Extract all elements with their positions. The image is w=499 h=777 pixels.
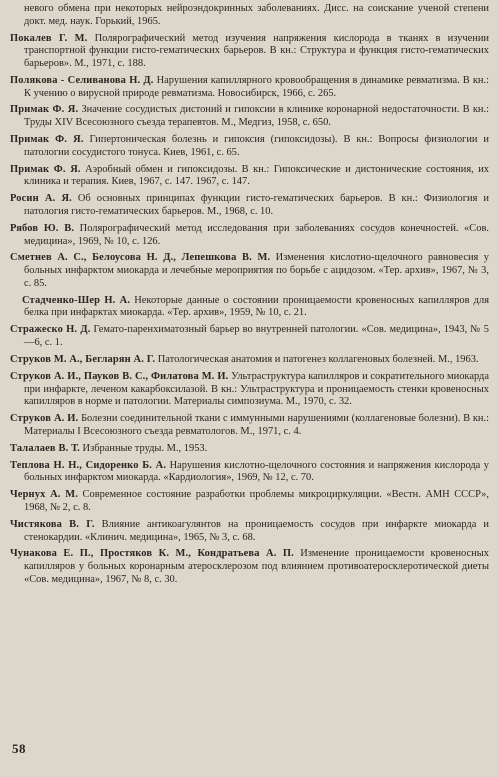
bibliography-entry — [10, 3, 489, 28]
bibliography-entry — [10, 519, 489, 544]
entry-author: Рябов Ю. В. — [10, 222, 75, 234]
bibliography-entry — [10, 75, 489, 100]
entry-author: Примак Ф. Я. — [10, 163, 81, 175]
entry-author: Чернух А. М. — [10, 489, 78, 501]
entry-text: Гипертоническая болезнь и гипоксия (гипоксидозы). В кн.: Вопросы физиологии и патологии сосудистого тонуса. Киев, 1961, с. 65. — [24, 134, 490, 158]
entry-text: Значение сосудистых дистоний и гипоксии в клинике коронарной недостаточности. В кн.: Труды XIV Всесоюзного съезда терапевтов. М., Медгиз, 1958, с. 650. — [24, 104, 489, 129]
entry-author: Талалаев В. Т. — [10, 442, 80, 454]
entry-text: Влияние антикоагулянтов на проницаемость сосудов при инфаркте миокарда и стенокардии. «Клинич. медицина», 1965, № 3, с. 68. — [24, 518, 489, 543]
page-number: 58 — [12, 741, 26, 756]
entry-author: Чунакова Е. П., Простяков К. М., Кондратьева А. П. — [10, 548, 294, 560]
entry-text: Об основных принципах функции гисто-гематических барьеров. В кн.: Физиология и патология гисто-гематических барьеров. М., 1968, с. 10. — [24, 193, 489, 217]
bibliography-entry — [10, 33, 489, 71]
entry-author: Росин А. Я. — [10, 193, 72, 205]
bibliography-entry — [10, 371, 489, 409]
bibliography-entry — [10, 443, 489, 456]
entry-text: Полярографический метод исследования при заболеваниях сосудов конечностей. «Сов. медицина», 1969, № 10, с. 126. — [24, 222, 489, 247]
entry-text: Нарушения капиллярного кровообращения в динамике ревматизма. В кн.: К учению о вирусной природе ревматизма. Новосибирск, 1966, с. 265. — [24, 74, 489, 99]
entry-text: Некоторые данные о состоянии проницаемости кровеносных капилляров для белка при инфарктах миокарда. «Тер. архив», 1959, № 10, с. 21. — [24, 294, 489, 319]
entry-text: Патологическая анатомия и патогенез коллагеновых болезней. М., 1963. — [155, 353, 479, 365]
bibliography-entry — [10, 460, 489, 485]
entry-author: Полякова - Селиванова Н. Д. — [10, 74, 154, 86]
entry-author: Примак Ф. Я. — [10, 104, 79, 116]
entry-author: Теплова Н. Н., Сидоренко Б. А. — [10, 459, 167, 471]
entry-text: Избранные труды. М., 1953. — [79, 442, 208, 454]
bibliography-entry — [10, 354, 489, 367]
entry-author: Струков А. И., Пауков В. С., Филатова М. И. — [10, 370, 229, 382]
entry-text: Ультраструктура капилляров и сократительного миокарда при инфаркте, леченом какарбоксилазой. В кн.: Ультраструктура и проницаемость стенки кровеносных капилляров в норме и патологии. Материалы симпозиума. М., 1970, с. 32. — [24, 370, 489, 408]
entry-text: Полярографический метод изучения напряжения кислорода в тканях в изучении транспортной функции гисто-гематических барьеров. В кн.: Структура и функция гисто-гематических барьеров». М., 1971, с. 188. — [24, 32, 489, 69]
entry-author: Стадченко-Шер Н. А. — [22, 294, 131, 306]
bibliography-entry — [10, 193, 489, 218]
entry-text: Гемато-паренхиматозный барьер во внутренней патологии. «Сов. медицина», 1943, № 5—6, с. 1. — [24, 324, 489, 349]
entry-author: Струков А. И. — [10, 413, 79, 425]
entry-author: Примак Ф. Я. — [10, 134, 84, 146]
bibliography-entry — [10, 134, 489, 159]
bibliography-entry — [10, 548, 489, 586]
bibliography-entry — [10, 223, 489, 248]
bibliography-entry — [10, 104, 489, 129]
entry-text: Нарушения кислотно-щелочного состояния и напряжения кислорода у больных инфарктом миокарда. «Кардиология», 1969, № 12, с. 70. — [24, 459, 490, 484]
bibliography-entry — [10, 324, 489, 349]
entry-text: Аэробный обмен и гипоксидозы. В кн.: Гипоксические и дистонические состояния, их клиника и терапия. Киев, 1967, с. 147. 1967, с. 147. — [24, 163, 489, 188]
entry-author: Сметнев А. С., Белоусова Н. Д., Лепешкова В. М. — [10, 252, 271, 264]
entry-text: Изменение проницаемости кровеносных капилляров у больных коронарным атеросклерозом под влиянием противоатеросклеротической диеты «Сов. медицина», 1967, № 8, с. 30. — [24, 548, 489, 585]
entry-author: Покалев Г. М. — [10, 32, 88, 44]
entry-text: Болезни соединительной ткани с иммунными нарушениями (коллагеновые болезни). В кн.: Материалы I Всесоюзного съезда ревматологов. М., 1971, с. 4. — [24, 413, 489, 437]
bibliography-entry — [10, 252, 489, 290]
entry-text: Изменения кислотно-щелочного равновесия у больных инфарктом миокарда и лечебные мероприятия по борьбе с ацидозом. «Тер. архив», 1967, № 3, с. 85. — [24, 252, 489, 289]
bibliography-list — [10, 3, 489, 587]
bibliography-entry — [10, 164, 489, 189]
entry-author: Струков М. А., Бегларян А. Г. — [10, 353, 156, 365]
bibliography-entry — [10, 413, 489, 438]
entry-text: Современное состояние разработки проблемы микроциркуляции. «Вестн. АМН СССР», 1968, № 2, с. 8. — [24, 489, 489, 513]
entry-text: невого обмена при некоторых нейроэндокринных заболеваниях. Дисс. на соискание ученой степени докт. мед. наук. Горький, 1965. — [24, 3, 489, 27]
entry-author: Чистякова В. Г. — [10, 518, 95, 530]
entry-author: Стражеско Н. Д. — [10, 324, 91, 336]
bibliography-entry — [10, 295, 489, 320]
bibliography-entry — [10, 489, 489, 514]
